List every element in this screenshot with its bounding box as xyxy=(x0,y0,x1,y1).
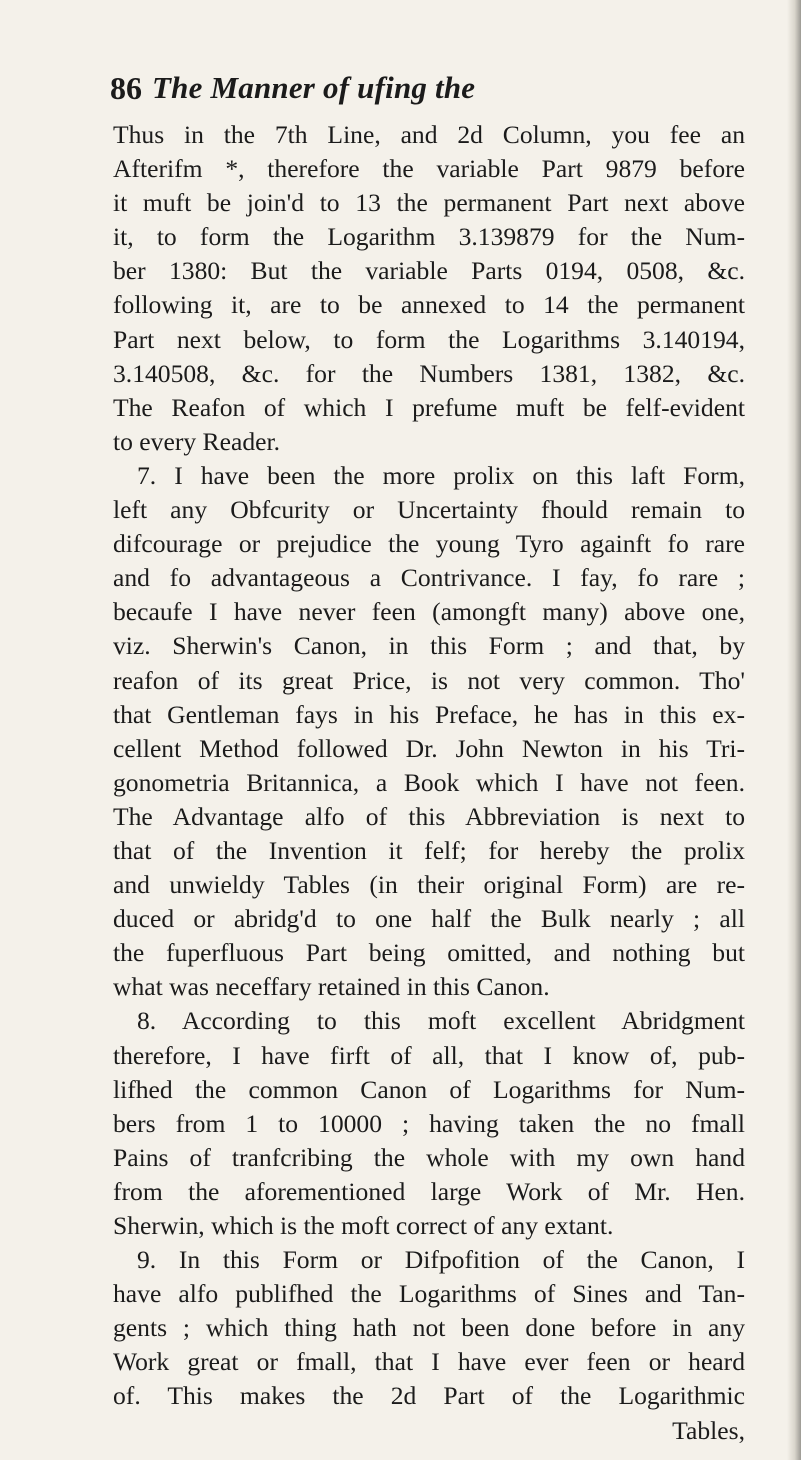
text-line: it muft be join'd to 13 the permanent Part next above xyxy=(113,188,745,218)
page-header xyxy=(110,70,740,116)
text-line: ber 1380: But the variable Parts 0194, 0508, &c. xyxy=(113,256,745,286)
text-line: Pains of tranfcribing the whole with my own hand xyxy=(113,1142,745,1172)
text-line: Part next below, to form the Logarithms 3.140194, xyxy=(113,324,745,354)
text-line: to every Reader. xyxy=(113,426,280,456)
text-line: and fo advantageous a Contrivance. I fay, fo rare ; xyxy=(113,563,745,593)
paragraph-7-start: 7. I have been the more prolix on this laft Form, xyxy=(137,460,745,490)
running-title: The Manner of ufing the xyxy=(152,70,476,105)
body-text xyxy=(113,118,745,1448)
catchword: Tables, xyxy=(672,1415,745,1445)
text-line: following it, are to be annexed to 14 the permanent xyxy=(113,290,745,320)
text-line: Sherwin, which is the moft correct of any extant. xyxy=(113,1211,614,1240)
page-number: 86 xyxy=(110,70,142,106)
text-line: from the aforementioned large Work of Mr. Hen. xyxy=(113,1176,745,1206)
text-line: Thus in the 7th Line, and 2d Column, you fee an xyxy=(113,120,745,149)
text-line: reafon of its great Price, is not very common. Tho' xyxy=(113,665,745,695)
text-line: duced or abridg'd to one half the Bulk nearly ; all xyxy=(113,904,745,934)
text-line: The Reafon of which I prefume muft be felf-evident xyxy=(113,392,745,422)
page-edge-shadow xyxy=(787,0,801,1460)
text-line: that of the Invention it felf; for hereby the prolix xyxy=(113,835,745,865)
text-line: and unwieldy Tables (in their original Form) are re- xyxy=(113,870,745,900)
paragraph-8-start: 8. According to this moft excellent Abridgment xyxy=(137,1006,745,1036)
text-line: what was neceffary retained in this Canon. xyxy=(113,972,550,1002)
text-line: Work great or fmall, that I have ever feen or heard xyxy=(113,1347,745,1377)
text-line: viz. Sherwin's Canon, in this Form ; and that, by xyxy=(113,631,745,661)
text-line: it, to form the Logarithm 3.139879 for the Num- xyxy=(113,222,745,252)
text-line: bers from 1 to 10000 ; having taken the no fmall xyxy=(113,1108,745,1138)
paragraph-9-start: 9. In this Form or Difpofition of the Canon, I xyxy=(137,1245,745,1275)
text-line: therefore, I have firft of all, that I know of, pub- xyxy=(113,1040,745,1070)
text-line: lifhed the common Canon of Logarithms for Num- xyxy=(113,1074,745,1104)
text-line: The Advantage alfo of this Abbreviation is next to xyxy=(113,801,745,831)
text-line: that Gentleman fays in his Preface, he has in this ex- xyxy=(113,699,745,729)
text-line: Afterifm *, therefore the variable Part 9879 before xyxy=(113,154,745,184)
text-line: gonometria Britannica, a Book which I have not feen. xyxy=(113,767,745,797)
text-line: becaufe I have never feen (amongft many) above one, xyxy=(113,597,745,627)
text-line: the fuperfluous Part being omitted, and nothing but xyxy=(113,938,745,968)
text-line: cellent Method followed Dr. John Newton in his Tri- xyxy=(113,733,745,763)
text-line: gents ; which thing hath not been done before in any xyxy=(113,1313,745,1343)
text-line: difcourage or prejudice the young Tyro againft fo rare xyxy=(113,529,745,559)
text-line: left any Obfcurity or Uncertainty fhould remain to xyxy=(113,495,745,525)
text-line: 3.140508, &c. for the Numbers 1381, 1382, &c. xyxy=(113,358,745,388)
text-line: have alfo publifhed the Logarithms of Sines and Tan- xyxy=(113,1279,745,1309)
text-line: of. This makes the 2d Part of the Logarithmic xyxy=(113,1381,745,1411)
